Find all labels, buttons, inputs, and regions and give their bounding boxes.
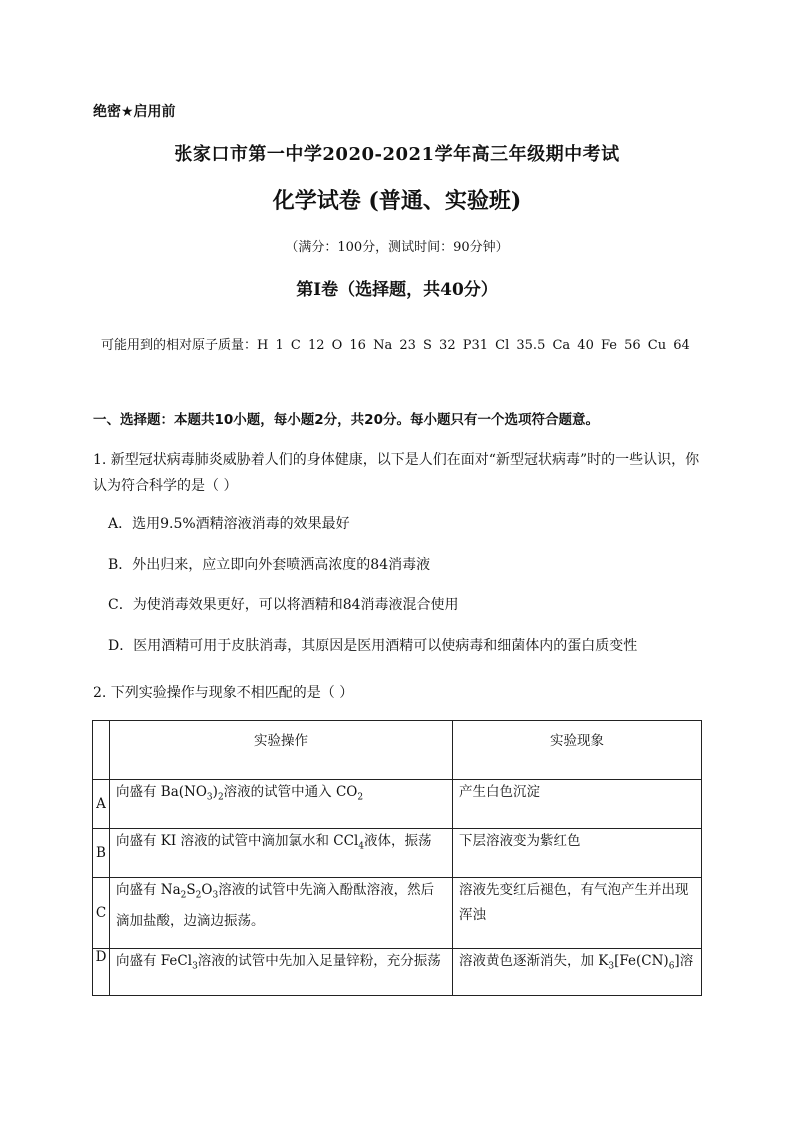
question-1-option-b: B．外出归来，应立即向外套喷洒高浓度的84消毒液: [108, 557, 431, 573]
table-row: [93, 829, 702, 878]
atomic-masses: 可能用到的相对原子质量：H 1 C 12 O 16 Na 23 S 32 P31 Cl 35.5 Ca 40 Fe 56 Cu 64: [101, 338, 690, 353]
exam-title: 张家口市第一中学2020-2021学年高三年级期中考试: [174, 144, 620, 165]
operation-cell: 向盛有 KI 溶液的试管中滴加氯水和 CCl$_4$液体，振荡: [110, 829, 453, 878]
table-row: [93, 949, 702, 996]
row-label: A: [93, 780, 110, 829]
question-1-option-d: D．医用酒精可用于皮肤消毒，其原因是医用酒精可以使病毒和细菌体内的蛋白质变性: [108, 638, 638, 654]
phenomenon-cell: 溶液先变红后褪色，有气泡产生并出现浑浊: [453, 878, 702, 949]
operation-cell: 向盛有 $Ba(NO_3)_2$溶液的试管中通入 $CO_2$: [110, 780, 453, 829]
secret-mark: 绝密★启用前: [93, 104, 176, 120]
part-heading: 一、选择题：本题共10小题，每小题2分，共20分。每小题只有一个选项符合题意。: [93, 412, 599, 428]
table-row: [93, 780, 702, 829]
question-1-option-a: A．选用9.5%酒精溶液消毒的效果最好: [108, 516, 350, 532]
table-header-row: [93, 721, 702, 780]
phenomenon-cell: 溶液黄色逐渐消失，加 $K_3[Fe(CN)_6]$溶: [453, 949, 702, 996]
phenomenon-cell: 产生白色沉淀: [453, 780, 702, 829]
section-title: 第Ⅰ卷（选择题，共40分）: [296, 280, 498, 300]
row-label: C: [93, 878, 110, 949]
row-label: D: [93, 949, 110, 996]
experiment-table: [92, 720, 702, 996]
table-header-cell: 实验现象: [453, 721, 702, 780]
subject-title: 化学试卷 (普通、实验班): [272, 188, 522, 214]
table-header-cell: 实验操作: [110, 721, 453, 780]
question-1-stem: 1. 新型冠状病毒肺炎威胁着人们的身体健康，以下是人们在面对“新型冠状病毒”时的一些认识，你认为符合科学的是（ ）: [93, 452, 700, 494]
exam-meta: （满分：100分，测试时间：90分钟）: [285, 240, 509, 255]
question-1-option-c: C．为使消毒效果更好，可以将酒精和84消毒液混合使用: [108, 597, 459, 613]
table-header-cell: [93, 721, 110, 780]
table-row: [93, 878, 702, 949]
question-2-stem: 2. 下列实验操作与现象不相匹配的是（ ）: [93, 685, 354, 701]
phenomenon-cell: 下层溶液变为紫红色: [453, 829, 702, 878]
row-label: B: [93, 829, 110, 878]
operation-cell: 向盛有 FeCl$_3$溶液的试管中先加入足量锌粉，充分振荡: [110, 949, 453, 996]
operation-cell: 向盛有 $Na_2S_2O_3$溶液的试管中先滴入酚酞溶液，然后滴加盐酸，边滴边振荡。: [110, 878, 453, 949]
